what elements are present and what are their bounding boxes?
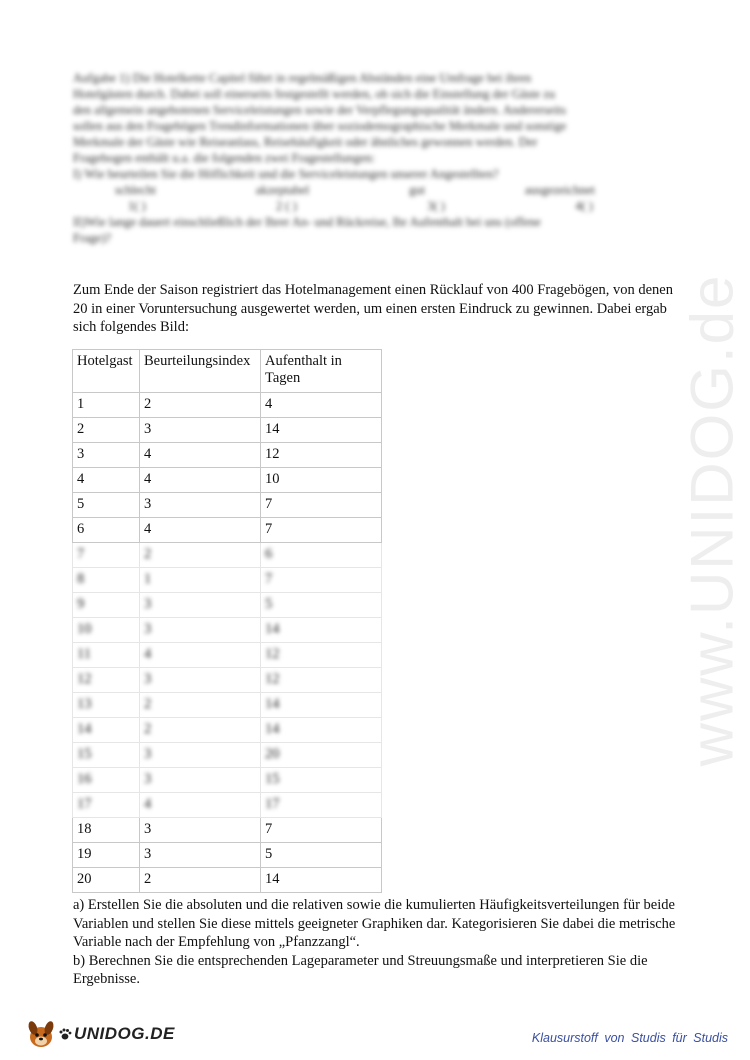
table-cell bbox=[140, 768, 261, 793]
intro-line: Aufgabe 1) Die Hotelkette Capitel führt in regelmäßigen Abständen eine Umfrage bei ihren bbox=[73, 71, 532, 85]
table-cell bbox=[73, 393, 140, 418]
table-row bbox=[73, 518, 382, 543]
paw-icon bbox=[58, 1027, 72, 1041]
table-cell bbox=[140, 493, 261, 518]
cell-value: 7 bbox=[265, 821, 273, 837]
watermark: www.UNIDOG.de bbox=[678, 273, 746, 767]
table-cell bbox=[261, 743, 382, 768]
table-cell bbox=[261, 643, 382, 668]
intro-line: II)Wie lange dauert einschließlich der Ihrer An- und Rückreise, Ihr Aufenthalt bei uns (offene bbox=[73, 215, 541, 229]
cell-value: 19 bbox=[77, 846, 92, 862]
cell-value: 14 bbox=[265, 696, 280, 712]
table-cell bbox=[73, 743, 140, 768]
table-row bbox=[73, 468, 382, 493]
table-cell bbox=[73, 618, 140, 643]
table-cell bbox=[261, 543, 382, 568]
cell-value: 4 bbox=[144, 796, 152, 812]
table-cell bbox=[73, 668, 140, 693]
cell-value: 13 bbox=[77, 696, 92, 712]
cell-value: 14 bbox=[265, 871, 280, 887]
rating-option: ausgezeichnet bbox=[524, 183, 595, 197]
table-cell bbox=[73, 818, 140, 843]
cell-value: 14 bbox=[265, 621, 280, 637]
column-header: Beurteilungsindex bbox=[140, 350, 261, 393]
task-b: b) Berechnen Sie die entsprechenden Lageparameter und Streuungsmaße und interpretieren Sie die Ergebnisse. bbox=[73, 952, 648, 987]
cell-value: 2 bbox=[144, 396, 152, 412]
table-cell bbox=[73, 443, 140, 468]
table-cell bbox=[261, 668, 382, 693]
table-header-row bbox=[73, 350, 382, 393]
table-cell bbox=[261, 793, 382, 818]
cell-value: 7 bbox=[265, 521, 273, 537]
cell-value: 9 bbox=[77, 596, 85, 612]
rating-option: schlecht bbox=[115, 183, 156, 197]
table-cell bbox=[261, 493, 382, 518]
table-cell bbox=[140, 468, 261, 493]
cell-value: 2 bbox=[77, 421, 85, 437]
rating-number: 2 ( ) bbox=[276, 199, 297, 213]
table-cell bbox=[140, 843, 261, 868]
cell-value: 3 bbox=[144, 771, 152, 787]
cell-value: 17 bbox=[77, 796, 92, 812]
cell-value: 3 bbox=[144, 621, 152, 637]
rating-number: 4( ) bbox=[575, 199, 593, 213]
cell-value: 14 bbox=[265, 721, 280, 737]
table-row bbox=[73, 593, 382, 618]
cell-value: 4 bbox=[144, 521, 152, 537]
cell-value: 15 bbox=[265, 771, 280, 787]
table-cell bbox=[73, 643, 140, 668]
intro-line: Hotelgästen durch. Dabei soll einerseits festgestellt werden, ob sich die Einstellung der Gäste zu bbox=[73, 87, 556, 101]
cell-value: 4 bbox=[144, 646, 152, 662]
cell-value: 12 bbox=[77, 671, 92, 687]
cell-value: 2 bbox=[144, 871, 152, 887]
data-table bbox=[72, 349, 382, 893]
table-row bbox=[73, 693, 382, 718]
table-cell bbox=[261, 593, 382, 618]
intro-line: Fragebogen enthält u.a. die folgenden zwei Fragestellungen: bbox=[73, 151, 375, 165]
table-cell bbox=[140, 793, 261, 818]
table-row bbox=[73, 868, 382, 893]
table-cell bbox=[73, 518, 140, 543]
cell-value: 14 bbox=[265, 421, 280, 437]
table-row bbox=[73, 543, 382, 568]
table-cell bbox=[140, 618, 261, 643]
cell-value: 10 bbox=[265, 471, 280, 487]
table-row bbox=[73, 568, 382, 593]
cell-value: 2 bbox=[144, 721, 152, 737]
cell-value: 10 bbox=[77, 621, 92, 637]
intro-line: I) Wie beurteilen Sie die Höflichkeit und die Serviceleistungen unserer Angestellten? bbox=[73, 167, 499, 181]
table-cell bbox=[261, 618, 382, 643]
table-cell bbox=[73, 593, 140, 618]
intro-line: Merkmale der Gäste wie Reiseanlass, Reisehäufigkeit oder ähnliches gewonnen werden. Der bbox=[73, 135, 538, 149]
table-row bbox=[73, 718, 382, 743]
column-header: Hotelgast bbox=[73, 350, 140, 393]
table-row bbox=[73, 493, 382, 518]
cell-value: 12 bbox=[265, 646, 280, 662]
table-cell bbox=[140, 593, 261, 618]
table-cell bbox=[261, 768, 382, 793]
table-cell bbox=[73, 868, 140, 893]
table-cell bbox=[140, 393, 261, 418]
table-cell bbox=[140, 643, 261, 668]
table-cell bbox=[261, 818, 382, 843]
table-cell bbox=[73, 843, 140, 868]
task-a: a) Erstellen Sie die absoluten und die relativen sowie die kumulierten Häufigkeitsverteilungen für beide Variablen und stellen Sie diese mittels geeigneter Graphiken dar. Kategorisieren Sie dabei die metrische Variable nach der Empfehlung von „Pfanzzangl“. bbox=[73, 897, 676, 950]
cell-value: 12 bbox=[265, 446, 280, 462]
table-row bbox=[73, 818, 382, 843]
table-cell bbox=[261, 693, 382, 718]
table-cell bbox=[73, 418, 140, 443]
dog-icon bbox=[24, 1017, 58, 1051]
table-cell bbox=[73, 718, 140, 743]
table-row bbox=[73, 668, 382, 693]
table-cell bbox=[261, 868, 382, 893]
cell-value: 3 bbox=[77, 446, 85, 462]
cell-value: 3 bbox=[144, 821, 152, 837]
intro-line: Frage)? bbox=[73, 231, 112, 245]
table-cell bbox=[140, 818, 261, 843]
table-cell bbox=[140, 668, 261, 693]
cell-value: 1 bbox=[77, 396, 85, 412]
rating-number: 3( ) bbox=[427, 199, 445, 213]
table-cell bbox=[261, 393, 382, 418]
cell-value: 14 bbox=[77, 721, 92, 737]
table-cell bbox=[140, 868, 261, 893]
cell-value: 3 bbox=[144, 496, 152, 512]
table-cell bbox=[73, 543, 140, 568]
table-cell bbox=[140, 568, 261, 593]
rating-numbers bbox=[128, 198, 593, 214]
intro-line: sollen aus den Fragebögen Trendinformationen über soziodemographische Merkmale und sonstige bbox=[73, 119, 567, 133]
cell-value: 18 bbox=[77, 821, 92, 837]
table-cell bbox=[73, 568, 140, 593]
cell-value: 7 bbox=[265, 571, 273, 587]
cell-value: 8 bbox=[77, 571, 85, 587]
table-cell bbox=[140, 718, 261, 743]
table-cell bbox=[140, 693, 261, 718]
table-cell bbox=[261, 418, 382, 443]
cell-value: 4 bbox=[144, 446, 152, 462]
table-cell bbox=[73, 793, 140, 818]
cell-value: 5 bbox=[265, 846, 273, 862]
intro-paragraph: Zum Ende der Saison registriert das Hotelmanagement einen Rücklauf von 400 Fragebögen, von denen 20 in einer Voruntersuchung ausgewertet werden, um einen ersten Eindruck zu gewinnen. Dabei ergab sich folgendes Bild: bbox=[73, 282, 673, 335]
cell-value: 4 bbox=[265, 396, 273, 412]
blurred-intro bbox=[73, 70, 673, 246]
table-row bbox=[73, 418, 382, 443]
cell-value: 12 bbox=[265, 671, 280, 687]
cell-value: 2 bbox=[144, 546, 152, 562]
table-cell bbox=[261, 568, 382, 593]
table-row bbox=[73, 793, 382, 818]
cell-value: 5 bbox=[265, 596, 273, 612]
cell-value: 4 bbox=[144, 471, 152, 487]
table-row bbox=[73, 618, 382, 643]
cell-value: 6 bbox=[77, 521, 85, 537]
cell-value: 3 bbox=[144, 671, 152, 687]
table-row bbox=[73, 643, 382, 668]
table-cell bbox=[140, 543, 261, 568]
table-cell bbox=[140, 443, 261, 468]
cell-value: 17 bbox=[265, 796, 280, 812]
table-cell bbox=[73, 768, 140, 793]
footer-slogan: Klausurstoff von Studis für Studis bbox=[531, 1031, 728, 1045]
table-row bbox=[73, 743, 382, 768]
cell-value: 5 bbox=[77, 496, 85, 512]
cell-value: 7 bbox=[265, 496, 273, 512]
cell-value: 3 bbox=[144, 846, 152, 862]
cell-value: 4 bbox=[77, 471, 85, 487]
cell-value: 3 bbox=[144, 421, 152, 437]
logo-text: UNIDOG.DE bbox=[74, 1024, 175, 1043]
table-cell bbox=[261, 718, 382, 743]
table-cell bbox=[261, 843, 382, 868]
cell-value: 2 bbox=[144, 696, 152, 712]
table-cell bbox=[261, 443, 382, 468]
table-row bbox=[73, 393, 382, 418]
table-cell bbox=[73, 693, 140, 718]
rating-options bbox=[115, 182, 595, 198]
table-cell bbox=[140, 418, 261, 443]
cell-value: 20 bbox=[77, 871, 92, 887]
table-row bbox=[73, 843, 382, 868]
cell-value: 15 bbox=[77, 746, 92, 762]
table-cell bbox=[261, 468, 382, 493]
table-row bbox=[73, 768, 382, 793]
cell-value: 16 bbox=[77, 771, 92, 787]
cell-value: 3 bbox=[144, 746, 152, 762]
rating-number: 1( ) bbox=[128, 199, 146, 213]
table-cell bbox=[140, 743, 261, 768]
rating-option: akzeptabel bbox=[255, 183, 310, 197]
table-row bbox=[73, 443, 382, 468]
cell-value: 11 bbox=[77, 646, 91, 662]
table-cell bbox=[73, 493, 140, 518]
table-cell bbox=[261, 518, 382, 543]
cell-value: 1 bbox=[144, 571, 152, 587]
rating-option: gut bbox=[409, 183, 426, 197]
cell-value: 20 bbox=[265, 746, 280, 762]
tasks bbox=[73, 896, 683, 989]
column-header: Aufenthalt in Tagen bbox=[261, 350, 382, 393]
cell-value: 7 bbox=[77, 546, 85, 562]
table-cell bbox=[140, 518, 261, 543]
cell-value: 3 bbox=[144, 596, 152, 612]
unidog-logo bbox=[24, 1016, 175, 1052]
intro-line: den allgemein angebotenen Serviceleistungen sowie der Verpflegungsqualität ändern. Andererseits bbox=[73, 103, 567, 117]
table-cell bbox=[73, 468, 140, 493]
cell-value: 6 bbox=[265, 546, 273, 562]
